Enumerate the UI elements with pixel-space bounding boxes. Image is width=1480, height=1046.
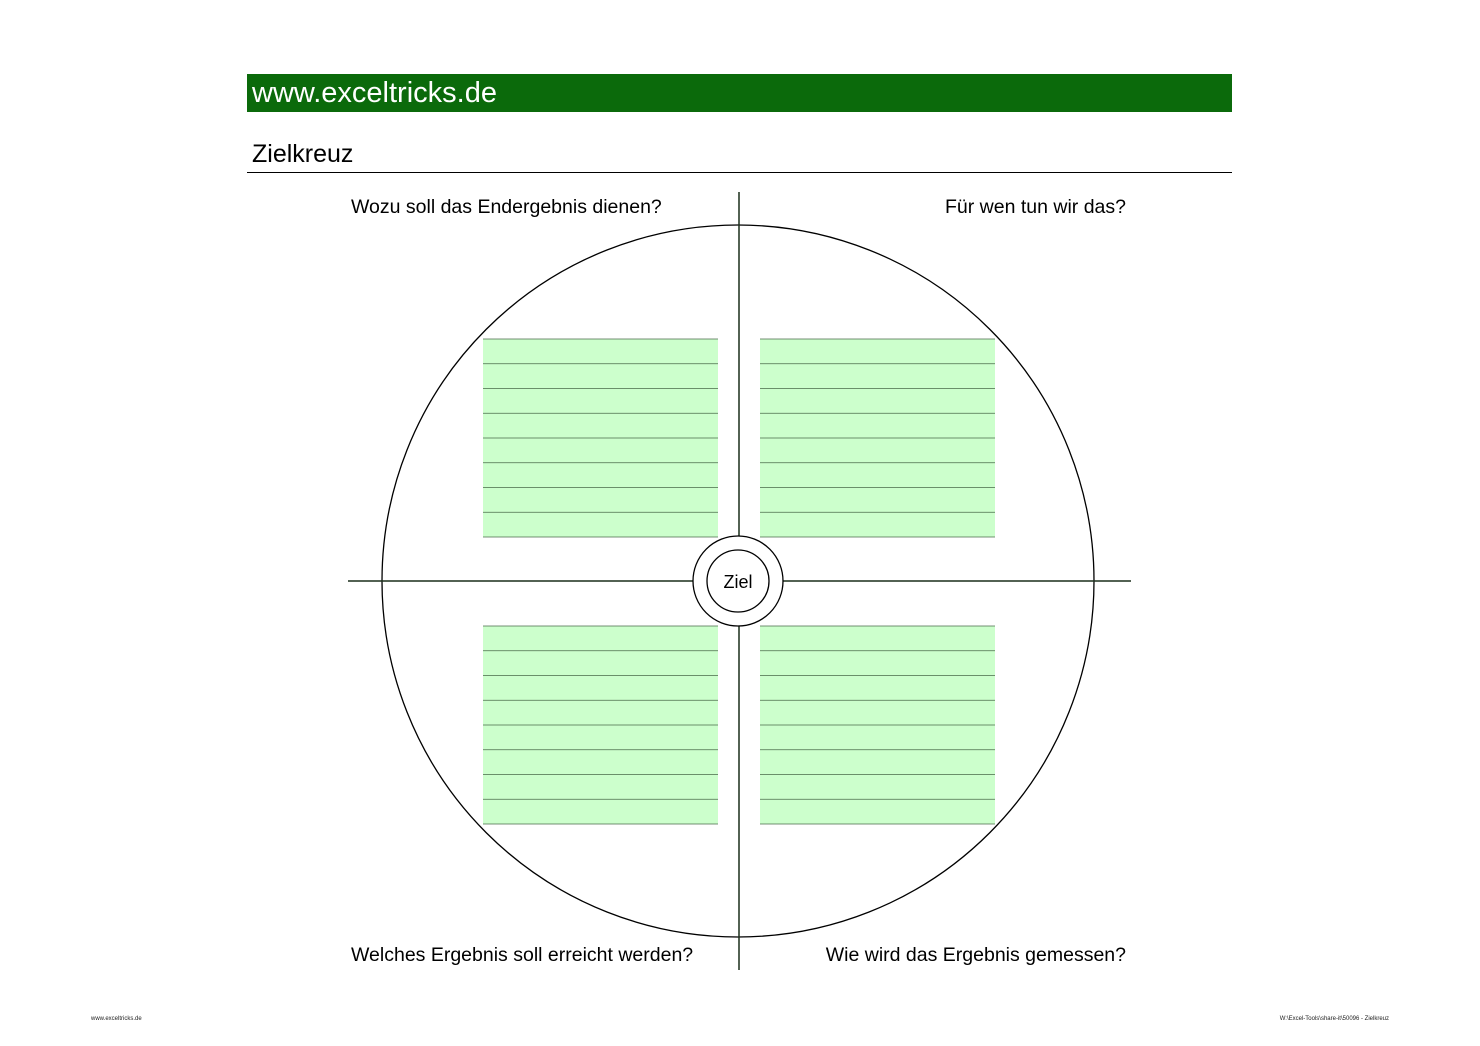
footer-left: www.exceltricks.de <box>91 1016 142 1022</box>
site-url: www.exceltricks.de <box>252 77 497 109</box>
center-label: Ziel <box>723 572 753 592</box>
question-bottom-left: Welches Ergebnis soll erreicht werden? <box>351 944 694 966</box>
footer-right: W:\Excel-Tools\share-it\50096 - Zielkreuz <box>1279 1016 1389 1022</box>
page-title: Zielkreuz <box>252 140 354 168</box>
question-top-right: Für wen tun wir das? <box>945 196 1126 218</box>
question-top-left: Wozu soll das Endergebnis dienen? <box>351 196 662 218</box>
question-bottom-right: Wie wird das Ergebnis gemessen? <box>825 944 1126 966</box>
